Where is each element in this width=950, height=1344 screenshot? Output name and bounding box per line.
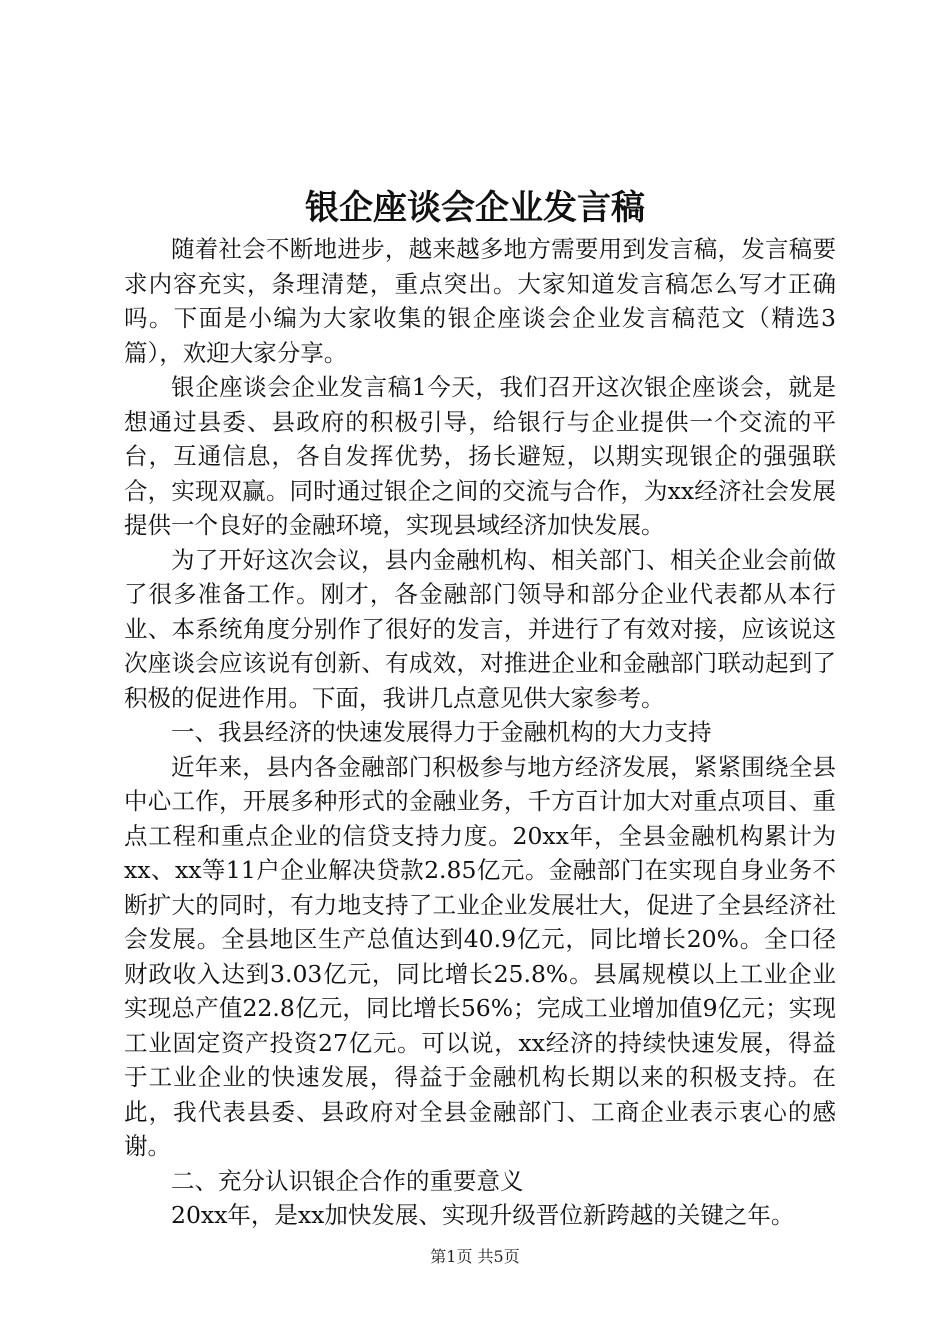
section-heading-1: 一、我县经济的快速发展得力于金融机构的大力支持 — [171, 718, 712, 746]
paragraph-preparation: 为了开好这次会议，县内金融机构、相关部门、相关企业会前做了很多准备工作。刚才，各金融部门领导和部分企业代表都从本行业、本系统角度分别作了很好的发言，并进行了有效对接，应该说这次座谈会应该说有创新、有成效，对推进企业和金融部门联动起到了积极的促进作用。下面，我讲几点意见供大家参考。 — [124, 545, 836, 712]
page-footer: 第1页 共5页 — [430, 1247, 520, 1266]
paragraph-speech-1: 银企座谈会企业发言稿1今天，我们召开这次银企座谈会，就是想通过县委、县政府的积极引导，给银行与企业提供一个交流的平台，互通信息，各自发挥优势，扬长避短，以期实现银企的强强联合，实现双赢。同时通过银企之间的交流与合作，为xx经济社会发展提供一个良好的金融环境，实现县域经济加快发展。 — [124, 373, 836, 539]
paragraph-intro: 随着社会不断地进步，越来越多地方需要用到发言稿，发言稿要求内容充实，条理清楚，重点突出。大家知道发言稿怎么写才正确吗。下面是小编为大家收集的银企座谈会企业发言稿范文（精选3篇），欢迎大家分享。 — [124, 235, 836, 367]
section-heading-2: 二、充分认识银企合作的重要意义 — [171, 1166, 524, 1195]
document-title: 银企座谈会企业发言稿 — [305, 188, 645, 228]
document-body — [124, 232, 836, 1233]
paragraph-key-year: 20xx年，是xx加快发展、实现升级晋位新跨越的关键之年。 — [171, 1201, 795, 1229]
paragraph-economic-development: 近年来，县内各金融部门积极参与地方经济发展，紧紧围绕全县中心工作，开展多种形式的金融业务，千方百计加大对重点项目、重点工程和重点企业的信贷支持力度。20xx年，全县金融机构累计为xx、xx等11户企业解决贷款2.85亿元。金融部门在实现自身业务不断扩大的同时，有力地支持了工业企业发展壮大，促进了全县经济社会发展。全县地区生产总值达到40.9亿元，同比增长20%。全口径财政收入达到3.03亿元，同比增长25.8%。县属规模以上工业企业实现总产值22.8亿元，同比增长56%；完成工业增加值9亿元；实现工业固定资产投资27亿元。可以说，xx经济的持续快速发展，得益于工业企业的快速发展，得益于金融机构长期以来的积极支持。在此，我代表县委、县政府对全县金融部门、工商企业表示衷心的感谢。 — [124, 752, 836, 1160]
